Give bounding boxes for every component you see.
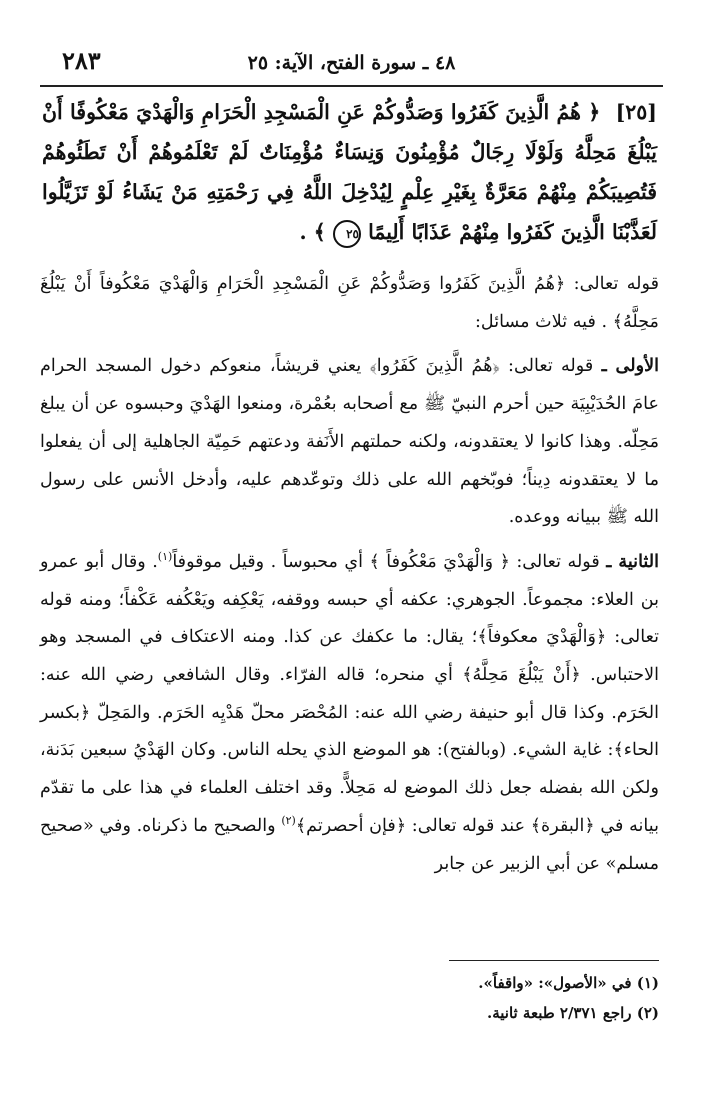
intro-paragraph	[40, 266, 659, 341]
quran-verse	[42, 92, 657, 252]
footnote-ref-2[interactable]: (٢)	[281, 813, 296, 827]
running-header	[40, 46, 663, 80]
footnotes	[40, 968, 659, 1028]
footnote-divider	[449, 960, 659, 961]
footnote-2: (٢) راجع ٢/٣٧١ طبعة ثانية.	[486, 1004, 659, 1022]
footnote-ref-1[interactable]: (١)	[157, 550, 173, 564]
verse-text: ﴿ هُمُ الَّذِينَ كَفَرُوا وَصَدُّوكُمْ عَنِ الْمَسْجِدِ الْحَرَامِ وَالْهَدْيَ مَعْكُوفًا أَنْ يَبْلُغَ مَحِلَّهُ وَلَوْلَا رِجَالٌ مُؤْمِنُونَ وَنِسَاءٌ مُؤْمِنَاتٌ لَمْ تَعْلَمُوهُمْ أَنْ تَطَئُوهُمْ فَتُصِيبَكُمْ مِنْهُمْ مَعَرَّةٌ بِغَيْرِ عِلْمٍ لِيُدْخِلَ اللَّهُ فِي رَحْمَتِهِ مَنْ يَشَاءُ لَوْ تَزَيَّلُوا لَعَذَّبْنَا الَّذِينَ كَفَرُوا مِنْهُمْ عَذَابًا أَلِيمًا	[42, 100, 657, 244]
footnote-1: (١) في «الأصول»: «واقفاً».	[478, 974, 659, 992]
second-issue-text-b: . وقال أبو عمرو بن العلاء: مجموعاً. الجوهري: عكفه أي حبسه ووقفه، يَعْكِفه ويَعْكُفه عَكْفاً؛ ومنه قوله تعالى: ﴿وَالْهَدْيَ معكوفاً﴾؛ يقال: ما عكفك عن كذا. ومنه الاعتكاف في المسجد وهو الاحتباس. ﴿أَنْ يَبْلُغَ مَحِلَّهُ﴾ أي منحره؛ قاله الفرّاء. وقال الشافعي رضي الله عنه: الحَرَم. وكذا قال أبو حنيفة رضي الله عنه: المُحْصَر محلّ هَدْيِه الحَرَم. والمَحِلّ ﴿بكسر الحاء﴾: غاية الشيء. (وبالفتح): هو الموضع الذي يحله الناس. وكان الهَدْيُ سبعين بَدَنة، ولكن الله بفضله جعل ذلك الموضع له مَحِلاًّ. وقد اختلف العلماء في هذا على ما تقدّم بيانه في ﴿البقرة﴾ عند قوله تعالى: ﴿فإن أحصرتم﴾	[40, 551, 660, 836]
second-issue-text-a: قوله تعالى: ﴿ وَالْهَدْيَ مَعْكُوفاً ﴾ أي محبوساً . وقيل موقوفاً	[172, 551, 607, 572]
verse-number: [٢٥]	[615, 100, 657, 124]
first-issue-heading: الأولى ـ	[601, 355, 659, 377]
second-issue-heading: الثانية ـ	[606, 550, 659, 572]
second-issue-text-c: والصحيح ما ذكرناه. وفي «صحيح مسلم» عن أبي الزبير عن جابر	[40, 815, 659, 874]
first-issue-paragraph	[40, 347, 659, 537]
commentary-body	[40, 266, 659, 889]
surah-title: ٤٨ ـ سورة الفتح، الآية: ٢٥	[247, 52, 456, 74]
verse-end: ﴾ .	[299, 220, 326, 244]
first-issue-text: قوله تعالى: ﴿هُمُ الَّذِينَ كَفَرُوا﴾ يعني قريشاً، منعوكم دخول المسجد الحرام عامَ الحُدَيْبِيَة حين أحرم النبيّ ﷺ مع أصحابه بعُمْرة، ومنعوا الهَدْيَ وحبسوه عن أن يبلغ مَحِلّه. وهذا كانوا لا يعتقدونه، ولكنه حملتهم الأَنَفة ودعتهم حَمِيّة الجاهلية إلى أن يفعلوا ما لا يعتقدونه دِيناً؛ فوبّخهم الله على ذلك وتوعّدهم عليه، وأدخل الأنس على رسول الله ﷺ ببيانه ووعده.	[40, 356, 659, 528]
page-number: ٢٨٣	[62, 46, 101, 75]
intro-text: قوله تعالى: ﴿هُمُ الَّذِينَ كَفَرُوا وَصَدُّوكُمْ عَنِ الْمَسْجِدِ الْحَرَامِ وَالْهَدْيَ مَعْكُوفاً أَنْ يَبْلُغَ مَحِلَّهُ﴾ . فيه ثلاث مسائل:	[40, 274, 659, 332]
second-issue-paragraph	[40, 543, 659, 883]
header-divider	[40, 85, 663, 87]
ayah-end-marker: ٢٥	[333, 220, 361, 248]
